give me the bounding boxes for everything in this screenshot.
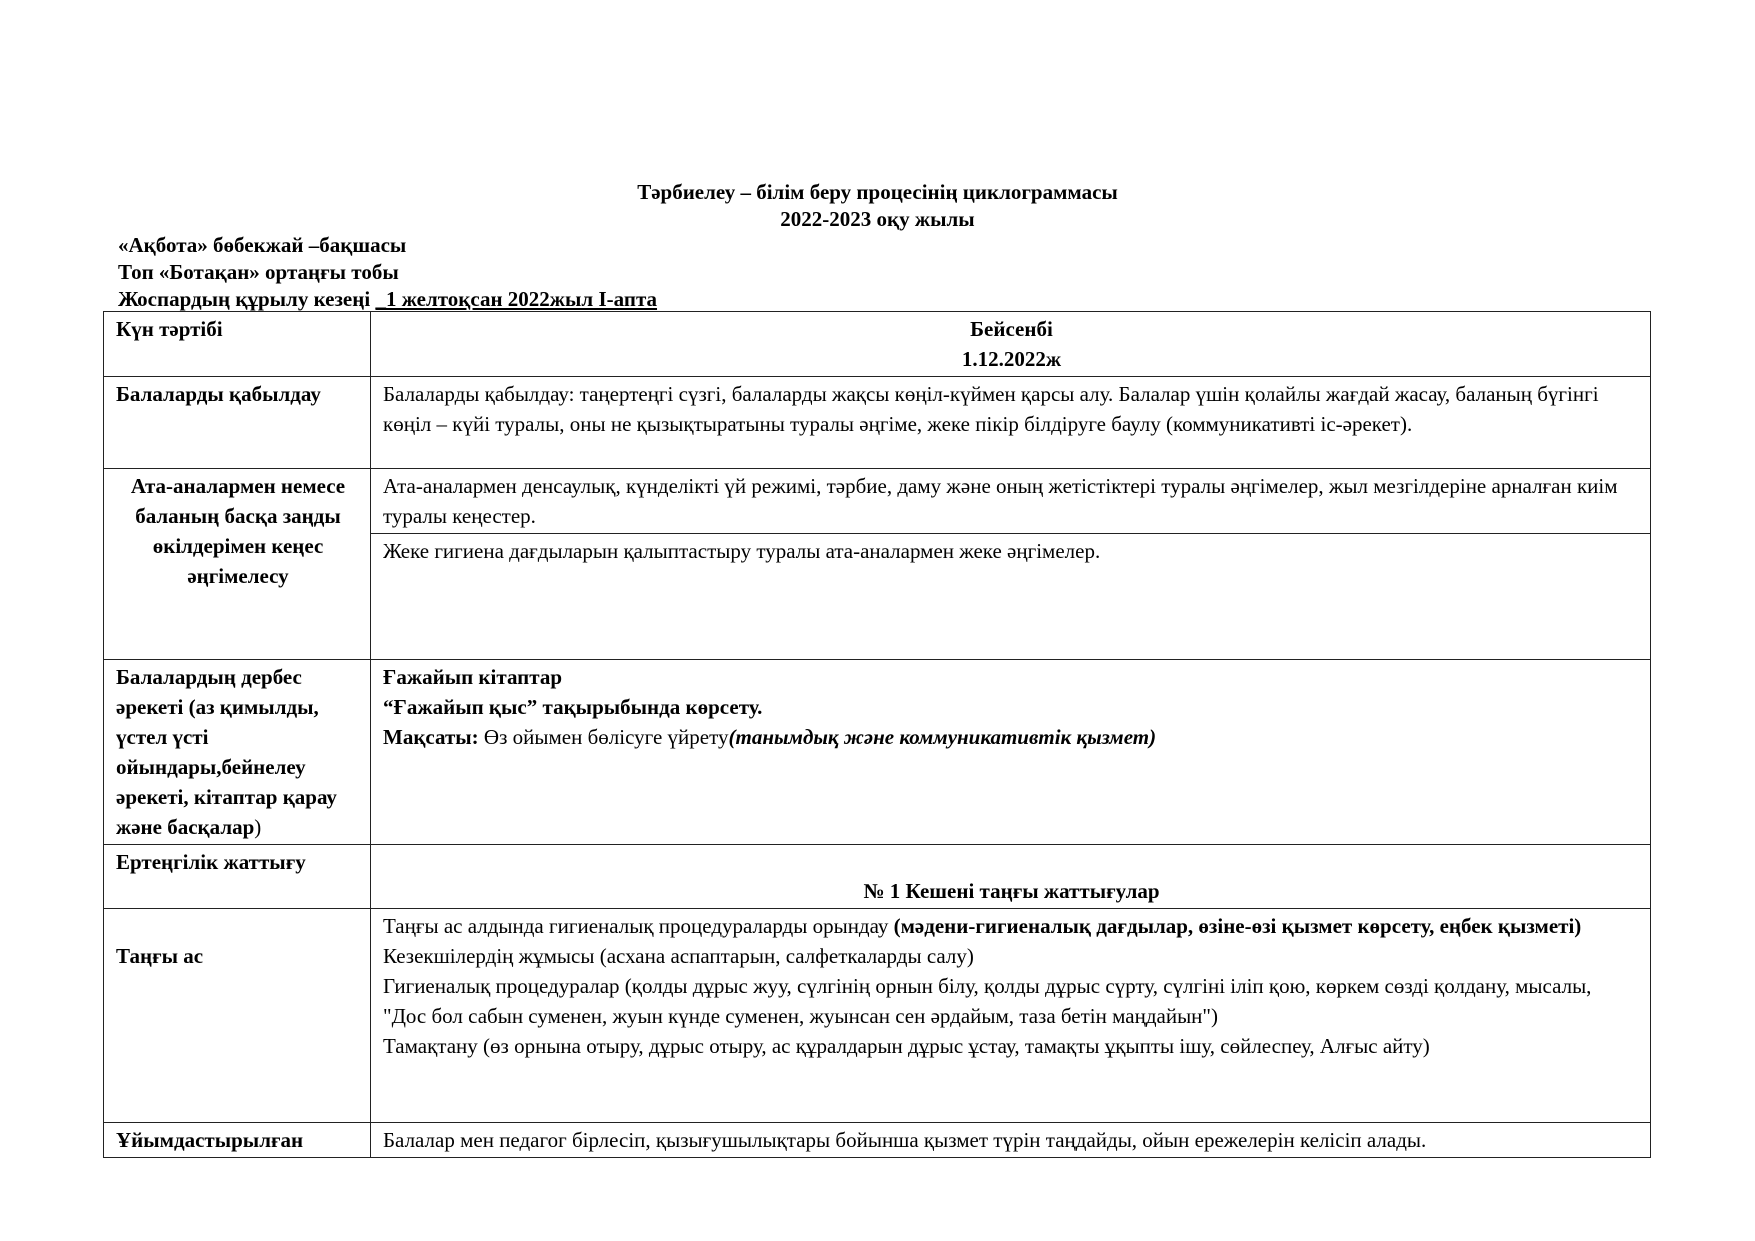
row-label-exercise: Ертеңгілік жаттығу [104,845,371,909]
plan-period-value: _1 желтоқсан 2022жыл I-апта [375,287,658,311]
activity-goal-area: (танымдық және коммуникативтік қызмет) [728,725,1157,749]
activity-goal [383,722,1640,752]
row-label-parents: Ата-аналармен немесе баланың басқа заңды өкілдерімен кеңес әңгімелесу [104,469,371,660]
header-day-schedule: Күн тәртібі [104,312,371,377]
header-day-cell [371,312,1651,377]
table-row [104,1123,1651,1158]
activity-title: Ғажайып кітаптар [383,665,563,689]
table-row [104,909,1651,1123]
row-text-independent [371,660,1651,845]
row-text-breakfast [371,909,1651,1123]
plan-period-label: Жоспардың құрылу кезеңі [118,287,371,311]
row-label-independent-main: Балалардың дербес әрекеті (аз қимылды, үстел үсті ойындары,бейнелеу әрекеті, кітаптар қарау және басқалар [116,665,337,839]
activity-goal-text: Өз ойымен бөлісуге үйрету [478,725,729,749]
row-text-reception: Балаларды қабылдау: таңертеңгі сүзгі, балаларды жақсы көңіл-күймен қарсы алу. Балалар үшін қолайлы жағдай жасау, баланың бүгінгі көңіл – күйі туралы, оны не қызықтыратыны туралы әңгіме, жеке пікір білдіруге баулу (коммуникативті іс-әрекет). [371,377,1651,469]
activity-topic: “Ғажайып қыс” тақырыбында көрсету. [383,695,763,719]
row-label-independent [104,660,371,845]
plan-period [118,287,657,312]
row-label-breakfast: Таңғы ас [104,909,371,1123]
breakfast-line-5: Тамақтану (өз орнына отыру, дұрыс отыру, ас құралдарын дұрыс ұстау, тамақты ұқыпты ішу, сөйлеспеу, Алғыс айту) [383,1034,1430,1058]
table-row [104,469,1651,534]
breakfast-line-2: Кезекшілердің жұмысы (асхана аспаптарын, салфеткаларды салу) [383,944,974,968]
breakfast-line-3: Гигиеналық процедуралар (қолды дұрыс жуу, сүлгінің орнын білу, қолды дұрыс сүрту, сүлгіні іліп қою, көркем сөзді қолдану, мысалы, [383,974,1592,998]
row-text-exercise: № 1 Кешені таңғы жаттығулар [371,845,1651,909]
header-weekday: Бейсенбі [970,317,1053,341]
activity-goal-label: Мақсаты: [383,725,479,749]
row-label-independent-tail: ) [254,815,262,839]
schedule-table [103,311,1651,1158]
breakfast-line-1-skills: (мәдени-гигиеналық дағдылар, өзіне-өзі қызмет көрсету, еңбек қызметі) [893,914,1582,938]
table-row [104,660,1651,845]
row-text-parents-2: Жеке гигиена дағдыларын қалыптастыру туралы ата-аналармен жеке әңгімелер. [371,534,1651,660]
kindergarten-name: «Ақбота» бөбекжай –бақшасы [118,233,407,257]
breakfast-line-1 [383,911,1640,941]
breakfast-line-4: "Дос бол сабын суменен, жуын күнде суменен, жуынсан сен әрдайым, таза бетін маңдайын") [383,1004,1218,1028]
document-title: Тәрбиелеу – білім беру процесінің циклограммасы [637,180,1118,204]
row-text-organized: Балалар мен педагог бірлесіп, қызығушылықтары бойынша қызмет түрін таңдайды, ойын ережелерін келісіп алады. [371,1123,1651,1158]
row-text-parents-1: Ата-аналармен денсаулық, күнделікті үй режимі, тәрбие, даму және оның жетістіктері туралы әңгімелер, жыл мезгілдеріне арналған киім туралы кеңестер. [371,469,1651,534]
row-label-reception: Балаларды қабылдау [104,377,371,469]
table-header-row [104,312,1651,377]
table-row [104,845,1651,909]
table-row [104,377,1651,469]
row-label-organized: Ұйымдастырылған [104,1123,371,1158]
group-name: Топ «Ботақан» ортаңғы тобы [118,260,399,284]
academic-year: 2022-2023 оқу жылы [780,207,975,231]
breakfast-line-1-text: Таңғы ас алдында гигиеналық процедураларды орындау [383,914,894,938]
header-date: 1.12.2022ж [961,347,1062,371]
